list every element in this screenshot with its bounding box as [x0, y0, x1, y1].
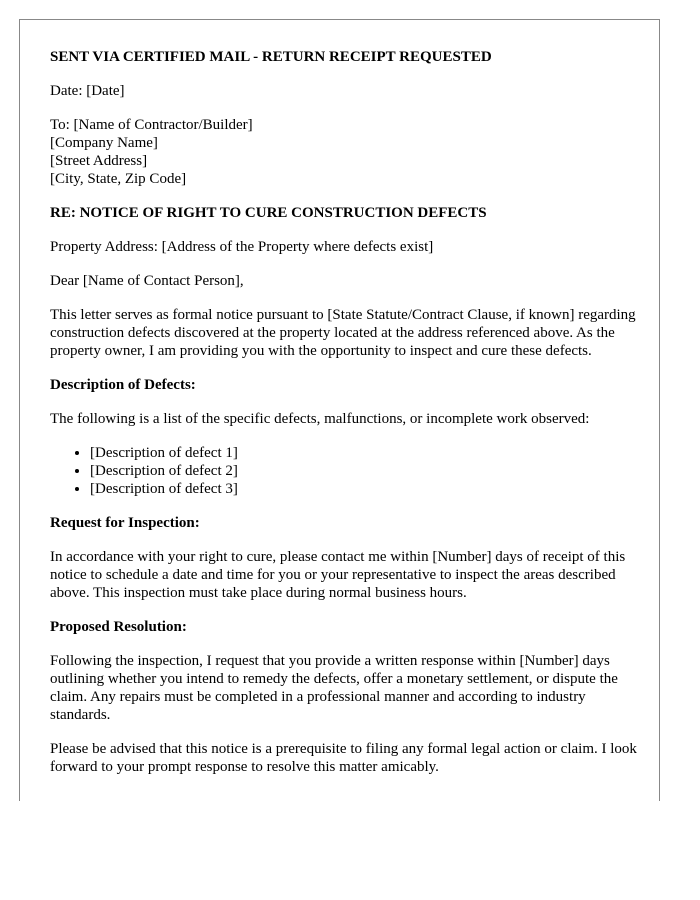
intro-paragraph: This letter serves as formal notice pursuant to [State Statute/Contract Clause, if known] regarding construction defects discovered at the property located at the address referenced above. As the property owner, I am providing you with the opportunity to inspect and cure these defects.: [50, 307, 636, 359]
resolution-heading: Proposed Resolution:: [50, 619, 187, 635]
recipient-city-line: [City, State, Zip Code]: [50, 171, 187, 187]
subject-line: RE: NOTICE OF RIGHT TO CURE CONSTRUCTION DEFECTS: [50, 205, 487, 221]
list-item: • [Description of defect 1]: [90, 444, 640, 462]
mailing-header: SENT VIA CERTIFIED MAIL - RETURN RECEIPT REQUESTED: [50, 49, 492, 65]
resolution-paragraph: Following the inspection, I request that you provide a written response within [Number] days outlining whether you intend to remedy the defects, offer a monetary settlement, or dispute the claim. Any repairs must be completed in a professional manner and according to industry standards.: [50, 653, 618, 723]
recipient-address: [50, 116, 640, 188]
recipient-company-line: [Company Name]: [50, 135, 158, 151]
letter-page: [19, 19, 660, 801]
letter-date: Date: [Date]: [50, 83, 125, 99]
list-item: • [Description of defect 3]: [90, 480, 640, 498]
list-item: • [Description of defect 2]: [90, 462, 640, 480]
salutation: Dear [Name of Contact Person],: [50, 273, 244, 289]
letter-body: [50, 48, 640, 792]
property-address: Property Address: [Address of the Property where defects exist]: [50, 239, 434, 255]
closing-paragraph: Please be advised that this notice is a prerequisite to filing any formal legal action or claim. I look forward to your prompt response to resolve this matter amicably.: [50, 741, 637, 775]
defects-intro: The following is a list of the specific defects, malfunctions, or incomplete work observed:: [50, 411, 590, 427]
inspection-paragraph: In accordance with your right to cure, please contact me within [Number] days of receipt of this notice to schedule a date and time for you or your representative to inspect the areas described above. This inspection must take place during normal business hours.: [50, 549, 626, 601]
defects-list: [50, 444, 640, 498]
inspection-heading: Request for Inspection:: [50, 515, 200, 531]
defects-heading: Description of Defects:: [50, 377, 196, 393]
recipient-street-line: [Street Address]: [50, 153, 148, 169]
recipient-name-line: To: [Name of Contractor/Builder]: [50, 117, 253, 133]
